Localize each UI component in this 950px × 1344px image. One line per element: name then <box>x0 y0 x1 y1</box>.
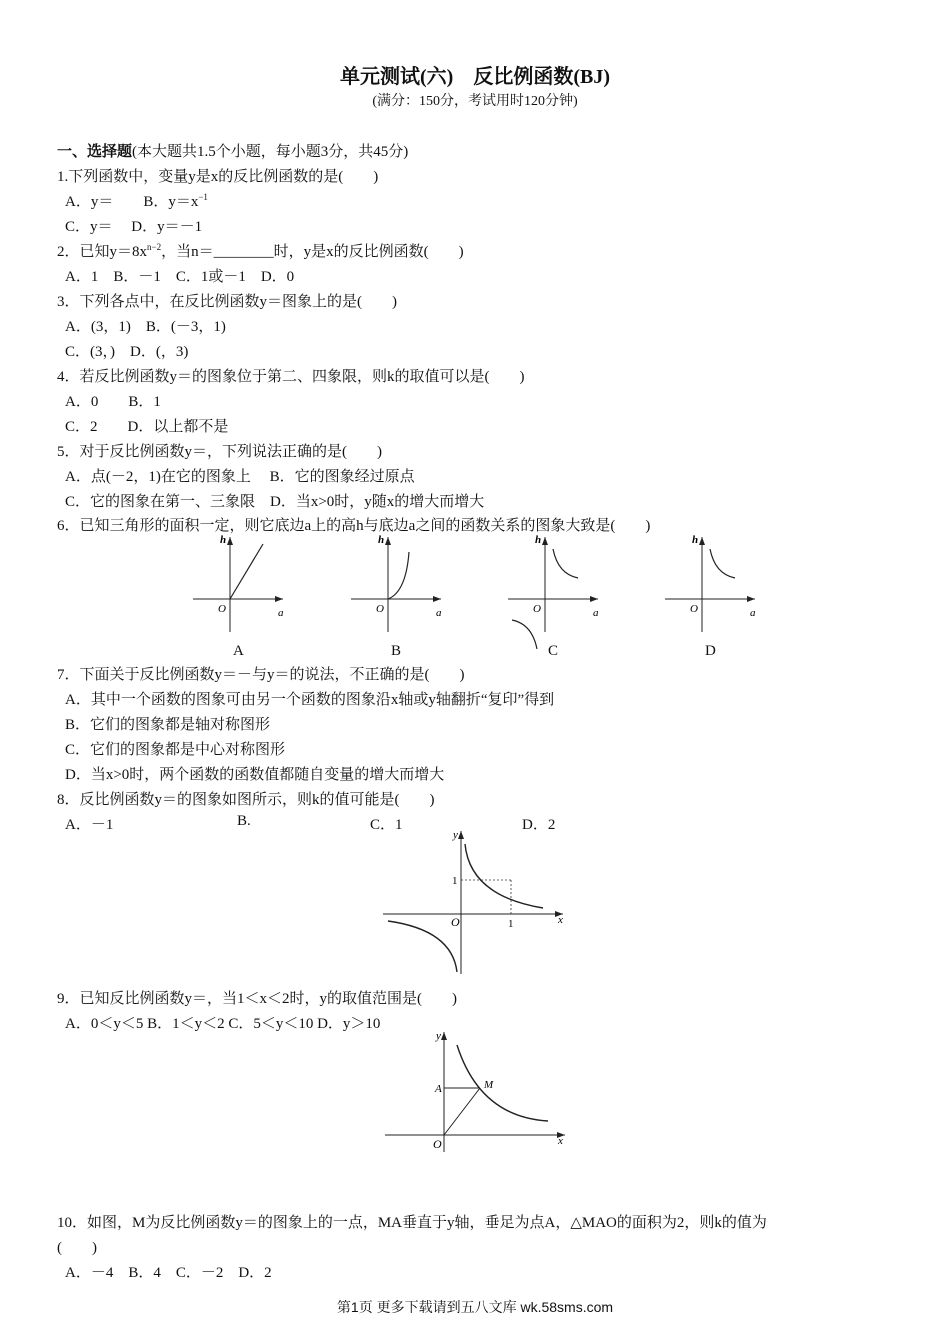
q7-option-d: D．当x>0时，两个函数的函数值都随自变量的增大而增大 <box>65 767 445 783</box>
q6-graph-b-letter: B <box>391 643 402 659</box>
q1-options-row1 <box>65 190 208 211</box>
q1-row1-text: A．y＝ B．y＝x <box>65 194 199 210</box>
q8-tick-y1: 1 <box>452 875 458 887</box>
q6-graph-d-letter: D <box>705 643 716 659</box>
q8-origin: O <box>451 915 460 929</box>
q10-options: A．－4 B．4 C．－2 D．2 <box>65 1265 272 1281</box>
q2-stem-b: ，当n＝________时，y是x的反比例函数( ) <box>161 244 464 260</box>
section-heading <box>57 140 408 161</box>
q9-label-m: M <box>484 1079 494 1091</box>
q8-option-a: A．－1 <box>65 817 114 833</box>
q5-stem: 5．对于反比例函数y＝，下列说法正确的是( ) <box>57 444 382 460</box>
q6a-y-label: h <box>220 534 227 546</box>
q9-origin: O <box>433 1137 442 1151</box>
q9-x-label: x <box>558 1135 563 1147</box>
q9-label-a: A <box>435 1083 442 1095</box>
q7-option-a: A．其中一个函数的图象可由另一个函数的图象沿x轴或y轴翻折“复印”得到 <box>65 692 555 708</box>
section-title: 一、选择题 <box>57 144 133 160</box>
q6-graph-a-letter: A <box>233 643 244 659</box>
q6a-origin: O <box>218 603 226 615</box>
q7-option-b: B．它们的图象都是轴对称图形 <box>65 717 271 733</box>
q6b-x-label: a <box>436 607 442 619</box>
q6a-x-label: a <box>278 607 284 619</box>
q4-stem: 4．若反比例函数y＝的图象位于第二、四象限，则k的取值可以是( ) <box>57 369 525 385</box>
q2-stem <box>57 240 464 261</box>
q3-options-row2: C．(3，) D．(，3) <box>65 344 189 360</box>
q8-option-c: C．1 <box>370 817 403 833</box>
q9-options: A．0＜y＜5 B．1＜y＜2 C．5＜y＜10 D．y＞10 <box>65 1016 381 1032</box>
q6b-y-label: h <box>378 534 385 546</box>
q10-paren: ( ) <box>57 1240 97 1256</box>
q1-stem: 1.下列函数中，变量y是x的反比例函数的是( ) <box>57 169 379 185</box>
q6d-y-label: h <box>692 534 699 546</box>
q5-options-row2: C．它的图象在第一、三象限 D．当x>0时，y随x的增大而增大 <box>65 494 485 510</box>
q9-graph <box>380 1027 575 1155</box>
q8-stem: 8．反比例函数y＝的图象如图所示，则k的值可能是( ) <box>57 792 435 808</box>
q8-x-label: x <box>558 914 563 926</box>
q8-tick-x1: 1 <box>508 918 514 930</box>
q4-options-row1: A．0 B．1 <box>65 394 161 410</box>
q7-option-c: C．它们的图象都是中心对称图形 <box>65 742 286 758</box>
q2-stem-sup: n−2 <box>147 242 162 252</box>
q6c-y-label: h <box>535 534 542 546</box>
q6-graph-c <box>503 532 603 662</box>
q6-graph-c-letter: C <box>548 643 559 659</box>
q3-options-row1: A．(3，1) B．(－3，1) <box>65 319 226 335</box>
page-footer: 第1页 更多下载请到五八文库 wk.58sms.com <box>336 1299 614 1315</box>
q6d-x-label: a <box>750 607 756 619</box>
q6b-origin: O <box>376 603 384 615</box>
section-note: (本大题共1.5个小题，每小题3分，共45分) <box>132 144 409 160</box>
page-subtitle: (满分：150分，考试用时120分钟) <box>372 94 578 109</box>
q6c-x-label: a <box>593 607 599 619</box>
q9-y-label: y <box>436 1030 441 1042</box>
q3-stem: 3．下列各点中，在反比例函数y＝图象上的是( ) <box>57 294 397 310</box>
page-title: 单元测试(六) 反比例函数(BJ) <box>340 66 610 88</box>
q5-options-row1: A．点(－2，1)在它的图象上 B．它的图象经过原点 <box>65 469 415 485</box>
q1-row1-sup: −1 <box>198 192 208 202</box>
q8-graph <box>378 826 573 978</box>
q6-graph-a <box>188 532 288 662</box>
q8-option-d: D．2 <box>522 817 556 833</box>
q6c-origin: O <box>533 603 541 615</box>
q8-y-label: y <box>453 829 458 841</box>
q1-options-row2: C．y＝ D．y＝－1 <box>65 219 203 235</box>
q7-stem: 7．下面关于反比例函数y＝－与y＝的说法，不正确的是( ) <box>57 667 465 683</box>
q4-options-row2: C．2 D．以上都不是 <box>65 419 229 435</box>
q10-stem: 10．如图，M为反比例函数y＝的图象上的一点，MA垂直于y轴，垂足为点A，△MAO的面积为2，则k的值为 <box>57 1215 767 1231</box>
q6-graph-d <box>660 532 760 662</box>
q2-options: A．1 B．－1 C．1或－1 D．0 <box>65 269 295 285</box>
q2-stem-a: 2．已知y＝8x <box>57 244 148 260</box>
q6-graph-b <box>346 532 446 662</box>
q9-stem: 9．已知反比例函数y＝，当1＜x＜2时，y的取值范围是( ) <box>57 991 457 1007</box>
q8-option-b: B. <box>237 813 251 829</box>
q6-stem: 6．已知三角形的面积一定，则它底边a上的高h与底边a之间的函数关系的图象大致是( ) <box>57 518 651 534</box>
q6d-origin: O <box>690 603 698 615</box>
